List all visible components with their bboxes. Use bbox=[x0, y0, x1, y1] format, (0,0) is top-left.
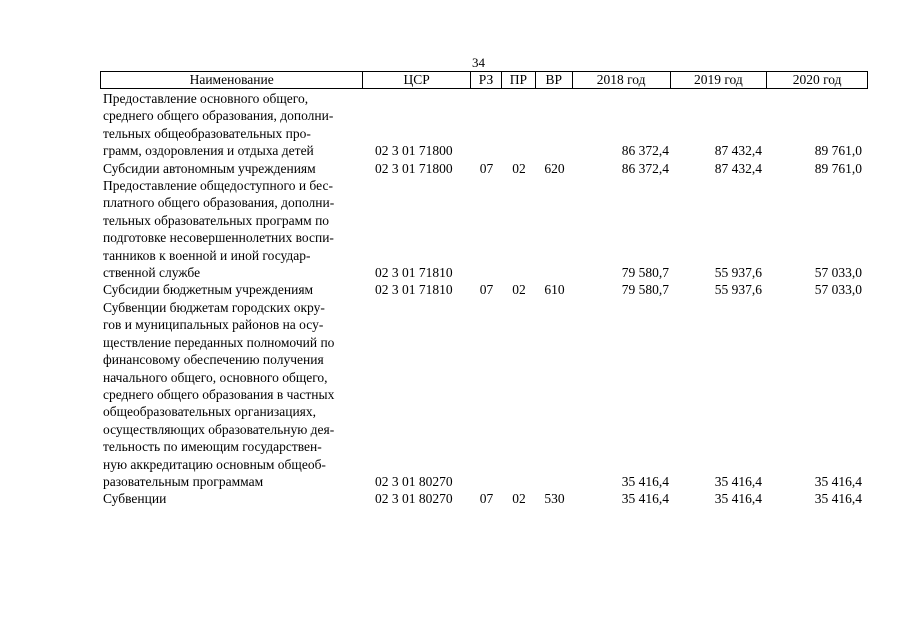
table-row bbox=[100, 177, 868, 281]
row-name-line: тельных образовательных программ по bbox=[103, 212, 330, 228]
header-vr: ВР bbox=[536, 72, 573, 88]
header-pr: ПР bbox=[502, 72, 536, 88]
row-name-line: ственной службе bbox=[103, 265, 201, 281]
header-name: Наименование bbox=[101, 72, 363, 88]
row-name bbox=[100, 281, 363, 298]
row-name-line: гов и муниципальных районов на осу- bbox=[103, 317, 324, 333]
row-name-line: танников к военной и иной государ- bbox=[103, 247, 311, 263]
row-name-line: Предоставление основного общего, bbox=[103, 91, 309, 106]
row-pr: 02 bbox=[512, 160, 526, 176]
header-2018: 2018 год bbox=[573, 72, 671, 88]
page-number: 34 bbox=[472, 55, 485, 70]
row-2018: 86 372,4 bbox=[621, 160, 669, 176]
row-2020: 89 761,0 bbox=[814, 143, 862, 159]
row-name-line: финансовому обеспечению получения bbox=[103, 352, 324, 368]
row-name-line: общеобразовательных организациях, bbox=[103, 404, 317, 420]
row-name-line: ную аккредитацию основным общеоб- bbox=[103, 456, 326, 472]
row-vr: 620 bbox=[544, 160, 565, 176]
table-row bbox=[100, 281, 868, 298]
row-name bbox=[100, 299, 363, 490]
row-2020: 35 416,4 bbox=[814, 491, 862, 507]
row-name-line: среднего общего образования в частных bbox=[103, 386, 335, 402]
row-name-line: разовательным программам bbox=[103, 473, 264, 489]
row-2019: 87 432,4 bbox=[714, 160, 762, 176]
row-2020: 57 033,0 bbox=[814, 265, 862, 281]
row-name bbox=[100, 160, 363, 177]
row-pr: 02 bbox=[512, 282, 526, 298]
table-row bbox=[100, 490, 868, 507]
row-2020: 35 416,4 bbox=[814, 473, 862, 489]
row-2020: 57 033,0 bbox=[814, 282, 862, 298]
row-name bbox=[100, 490, 363, 507]
row-name-line: Субвенции bbox=[103, 491, 167, 507]
row-csr: 02 3 01 71800 bbox=[375, 160, 453, 176]
header-2020: 2020 год bbox=[792, 72, 842, 87]
row-name-line: среднего общего образования, дополни- bbox=[103, 108, 334, 124]
row-name-line: грамм, оздоровления и отдыха детей bbox=[103, 143, 314, 159]
row-2019: 55 937,6 bbox=[714, 265, 762, 281]
row-2018: 35 416,4 bbox=[621, 491, 669, 507]
row-csr: 02 3 01 71810 bbox=[375, 265, 453, 281]
row-2018: 35 416,4 bbox=[621, 473, 669, 489]
row-rz: 07 bbox=[479, 160, 494, 176]
table-header bbox=[100, 71, 868, 89]
row-2019: 55 937,6 bbox=[714, 282, 762, 298]
row-name-line: ществление переданных полномочий по bbox=[103, 334, 335, 350]
row-vr: 610 bbox=[544, 282, 565, 298]
row-csr: 02 3 01 71800 bbox=[375, 143, 453, 159]
row-csr: 02 3 01 80270 bbox=[375, 473, 453, 489]
row-name-line: Субсидии автономным учреждениям bbox=[103, 160, 316, 176]
row-name-line: Субсидии бюджетным учреждениям bbox=[103, 282, 314, 298]
table-row bbox=[100, 160, 868, 177]
row-rz: 07 bbox=[479, 491, 494, 507]
row-rz: 07 bbox=[479, 282, 494, 298]
row-name-line: подготовке несовершеннолетних воспи- bbox=[103, 230, 334, 246]
row-name bbox=[100, 177, 363, 281]
row-name-line: начального общего, основного общего, bbox=[103, 369, 328, 385]
row-2019: 35 416,4 bbox=[714, 473, 762, 489]
table-row bbox=[100, 299, 868, 490]
header-2019: 2019 год bbox=[671, 72, 768, 88]
row-name-line: платного общего образования, дополни- bbox=[103, 195, 335, 211]
row-vr: 530 bbox=[544, 491, 565, 507]
row-2019: 35 416,4 bbox=[714, 491, 762, 507]
row-name-line: Субвенции бюджетам городских окру- bbox=[103, 299, 325, 315]
table-row bbox=[100, 90, 868, 160]
header-csr: ЦСР bbox=[363, 72, 471, 88]
table-body bbox=[100, 90, 868, 508]
row-csr: 02 3 01 71810 bbox=[375, 282, 453, 298]
row-2018: 79 580,7 bbox=[621, 282, 669, 298]
row-2018: 86 372,4 bbox=[621, 143, 669, 159]
row-2020: 89 761,0 bbox=[814, 160, 862, 176]
row-name bbox=[100, 90, 363, 160]
row-2019: 87 432,4 bbox=[714, 143, 762, 159]
row-name-line: осуществляющих образовательную дея- bbox=[103, 421, 335, 437]
row-name-line: Предоставление общедоступного и бес- bbox=[103, 178, 333, 194]
row-2018: 79 580,7 bbox=[621, 265, 669, 281]
row-pr: 02 bbox=[512, 491, 526, 507]
row-csr: 02 3 01 80270 bbox=[375, 491, 453, 507]
header-rz: РЗ bbox=[471, 72, 502, 88]
row-name-line: тельных общеобразовательных про- bbox=[103, 125, 311, 141]
row-name-line: тельность по имеющим государствен- bbox=[103, 439, 322, 455]
